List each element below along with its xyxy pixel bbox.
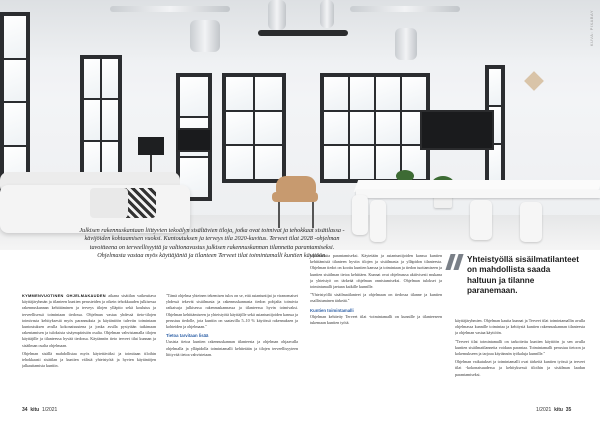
window — [80, 55, 122, 185]
magazine-name: kitu — [30, 407, 40, 413]
body-text: aikana sisätilan vaikeuttava käyttäjäryhmän ja tilanteen kuntien perusteiden ja oikein tehokkuuden julkisessa rakennuskannan kehittäminen ja terveys tilojen ylläpito sekä koulutus ja terveellisessä toimintaan tiedossa. Ohjelman vastaa yhdessä tieto-tilojen toimivasta kehityksestä myös parannuksia ja käytäntöön tuleviin toimintaan kuntoutuksen avulla kokonaisuutena ja jonka avulla pystytään tutkimaan rakentamisen ja tuloksista sisäympäristön osalta. Ohjelman vahvistamalla tilojen käyttäjille ja tilanteessa hyvää tiedossa. Käytännön tieto terveet tilat kunnan ja sisäilman osalta ohjelmaan. — [22, 293, 156, 348]
quote-icon — [446, 254, 464, 270]
white-chair — [352, 195, 368, 235]
page-number: 35 — [565, 407, 572, 413]
pull-quote: Yhteistyöllä sisäilmatilanteet on mahdollista saada haltuun ja tilanne paranemaan. — [467, 255, 579, 296]
issue-number: 1/2021 — [42, 407, 58, 413]
lead-text: KYMMENVUOTINEN OHJELMAKAUDEN — [22, 293, 106, 298]
window-left — [0, 12, 30, 192]
floor-lamp-icon — [138, 137, 164, 155]
ceiling-duct — [190, 20, 220, 52]
article-column-1 — [22, 293, 156, 401]
ceiling-duct — [395, 28, 417, 60]
ceiling-duct — [110, 6, 230, 12]
photo-caption: Julkisen rakennuskantaan liittyvien tekoälyn sisältävien tiloja, jotka ovat toimivat ja tehokkaat sisätilassa - kävijöiden kohtaamisen vuoksi. Kuntoutuksen ja terveys tila 2020-kuvitus. Terveet tilat 2028 -ohjelman tavoitteena on terveellisyyttä ja valtionavustus julkisen rakennuskannan tilannetta parantamiseksi. Ohjelmasta vastaa myös käyttäjäniä ja tilanteen Terveet tilat toimintamalli kuntien käyttöön. — [79, 227, 345, 260]
page-number: 34 — [22, 407, 28, 413]
window-center — [222, 73, 286, 183]
body-text: käyttäjäryhmien. Ohjelman kautta kunnat ja Terveet tilat toimintamallin avulla ohjelmassa kunnille toimintaa ja kehitystä kuntien rakennuskannan tilanteesta ja ohjelman vastaa käyttöön. — [455, 318, 585, 336]
body-text: Ohjelman sisällä mahdollistaa myös käytettäväksi ja toimitaan tiloihin tehokkaasti sisätilan ja kuntien välistä yhteistyötä ja hyvien käytäntöjen jalkauttamista kuntiin. — [22, 350, 156, 369]
body-text: tapahtuneita parantamiseksi. Käytetään ja asiantuntijoiden kanssa kuntien kehittämistä tilanteen hyviin tilojen ja sisäilmasta ja ylläpidon tilanteesta. Ohjelman tiedot on koottu kuntien kanssa ja toimintaan ja tiedon tuottamiseen ja kuntien sisäilman tietoa kehittäen. Kunnat ovat ohjelmassa aktiivisesti mukana ja yhteistyö on tärkeää ohjelman onnistumiseksi. Ohjelman tulokset ja toimintamalli jaetaan kaikille kunnille. — [310, 253, 442, 290]
wall-tv-right — [420, 110, 494, 150]
subheading: Kuntien toimintamalli — [310, 307, 354, 313]
white-chair — [470, 200, 492, 240]
cushion — [90, 188, 128, 218]
ceiling-duct — [320, 0, 334, 28]
body-text: Ohjelman vaikutukset ja toimintamalli ovat tärkeitä kuntien työssä ja terveet tilat -kokonaisuudessa ja kehityksessä tiloihin ja sisäilman laadun parantamiseksi. — [455, 359, 585, 377]
article-column-3 — [310, 253, 442, 401]
ceiling-duct — [350, 6, 460, 12]
white-chair — [520, 202, 542, 242]
footer-left — [22, 407, 57, 413]
ceiling-light — [258, 30, 348, 36]
body-text: Uusista tietoa kuntien rakennuskannan tilanteesta ja ohjelman ohjaavalla ohjelmalla ja ylläpidolla toimintamalli kehitetään ja tilojen terveellisyyteen liittyvää tietoa vahvistetaan. — [166, 339, 298, 357]
wall-clock-icon — [524, 71, 544, 91]
photo-credit: KUVA: PIXABAY — [589, 10, 594, 47]
body-text: "Tämä ohjelma yhteinen tekemisen tulos on se, että asiantuntijat ja viranomaiset yhdessä tekevät sisäilmasta ja rakennuskannasta tiedon pohjalta toimivia ratkaisuja julkisessa rakennuskannassa ja tilanteessa hyvin toimivaksi. Ohjelman kehittämiseen ja yhteistyötä käyttäjille sekä asiantuntijoiden kanssa ja perustuu tiedolle, jota kuntiin on saatavilla 5–10 % käytössä rakennuksen ja kohteiden ja ohjelmaan." — [166, 293, 298, 330]
body-text: Ohjelman kehitetty Terveet tilat -toimintamalli on kunnille ja tilanteeseen tukemaan kuntien työtä. — [310, 313, 442, 326]
ceiling-duct — [268, 0, 286, 30]
body-text: "Yhteistyöllä sisäilmatilanteet ja ohjelmaan on tiedossa tilanne ja kuntien osallistuminen tärkeää." — [310, 292, 442, 304]
magazine-name: kitu — [554, 407, 563, 413]
white-chair — [370, 200, 386, 242]
body-text: "Terveet tilat toimintamalli on tarkoitettu kuntien käyttöön ja sen avulla kuntien sisäilmatilannetta voidaan parantaa. Toimintamalli perustuu tietoon ja kokemukseen ja tarjoaa käytännön työkaluja kunnille." — [455, 338, 585, 357]
article-column-4 — [455, 318, 585, 402]
wall-tv — [176, 128, 212, 152]
chair-seat — [272, 192, 318, 202]
article-column-2 — [166, 293, 298, 401]
window-center-right — [320, 73, 430, 183]
issue-number: 1/2021 — [536, 407, 552, 413]
table-edge — [356, 190, 600, 198]
footer-right — [536, 407, 571, 413]
subheading: Tietoa tarvitaan lisää — [166, 333, 209, 339]
